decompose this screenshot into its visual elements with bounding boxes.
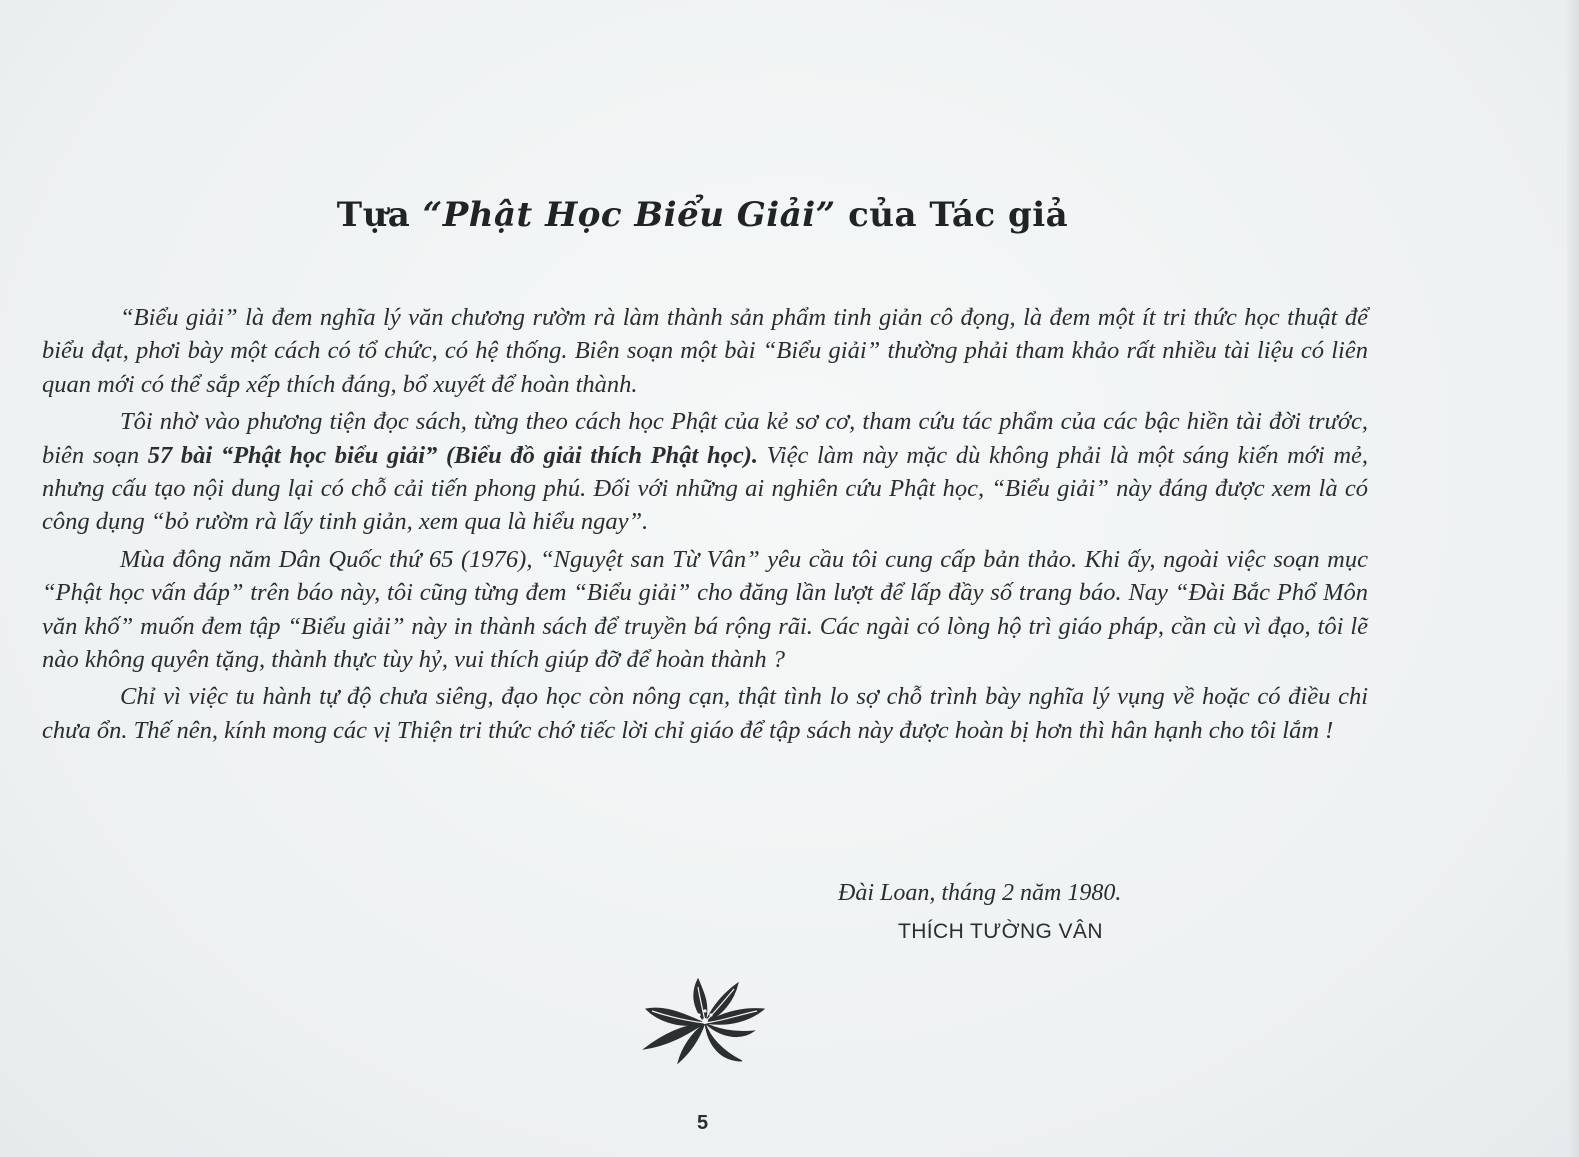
lotus-flower-icon bbox=[642, 975, 768, 1067]
paragraph-2-end: Việc làm này mặc dù không phải là một sáng kiến mới mẻ, nhưng cấu tạo nội dung lại có chỗ cải tiến phong phú. Đối với những ai nghiên cứu Phật học, “Biểu giải” này đáng được xem là có công dụng “bỏ rườm rà lấy tinh giản, xem qua là hiểu ngay”. bbox=[42, 441, 1369, 536]
title-suffix: của Tác giả bbox=[835, 194, 1069, 235]
paragraph-1: “Biểu giải” là đem nghĩa lý văn chương rườm rà làm thành sản phẩm tinh giản cô đọng, là đem một ít tri thức học thuật để biểu đạt, phơi bày một cách có tổ chức, có hệ thống. Biên soạn một bài “Biểu giải” thường phải tham khảo rất nhiều tài liệu có liên quan mới có thể sắp xếp thích đáng, bổ xuyết để hoàn thành. bbox=[42, 304, 1368, 398]
title-prefix: Tựa bbox=[336, 194, 423, 235]
place-and-date: Đài Loan, tháng 2 năm 1980. bbox=[838, 880, 1122, 906]
title-book-name: “Phật Học Biểu Giải” bbox=[422, 194, 836, 235]
page-number: 5 bbox=[696, 1112, 709, 1134]
paragraph-2-start: Tôi nhờ vào phương tiện đọc sách, từng theo cách học Phật của kẻ sơ cơ, tham cứu tác phẩm của các bậc hiền tài đời trước, biên soạn bbox=[42, 408, 1368, 469]
page-title bbox=[0, 195, 1405, 235]
paragraph-3: Mùa đông năm Dân Quốc thứ 65 (1976), “Nguyệt san Từ Vân” yêu cầu tôi cung cấp bản thảo. Khi ấy, ngoài việc soạn mục “Phật học vấn đáp” trên báo này, tôi cũng từng đem “Biểu giải” cho đăng lần lượt để lấp đầy số trang báo. Nay “Đài Bắc Phổ Môn văn khố” muốn đem tập “Biểu giải” này in thành sách để truyền bá rộng rãi. Các ngài có lòng hộ trì giáo pháp, cần cù vì đạo, tôi lẽ nào không quyên tặng, thành thực tùy hỷ, vui thích giúp đỡ để hoàn thành ? bbox=[42, 545, 1368, 674]
author-name: THÍCH TƯỜNG VÂN bbox=[898, 920, 1103, 943]
paragraph-2-emphasis: 57 bài “Phật học biểu giải” (Biểu đồ giải thích Phật học). bbox=[147, 441, 758, 469]
page-edge bbox=[1567, 0, 1579, 1157]
preface-body bbox=[42, 301, 1368, 751]
paragraph-4: Chỉ vì việc tu hành tự độ chưa siêng, đạo học còn nông cạn, thật tình lo sợ chỗ trình bày nghĩa lý vụng về hoặc có điều chi chưa ổn. Thế nên, kính mong các vị Thiện tri thức chớ tiếc lời chỉ giáo để tập sách này được hoàn bị hơn thì hân hạnh cho tôi lắm ! bbox=[42, 683, 1368, 744]
paragraph-2 bbox=[42, 405, 1368, 539]
